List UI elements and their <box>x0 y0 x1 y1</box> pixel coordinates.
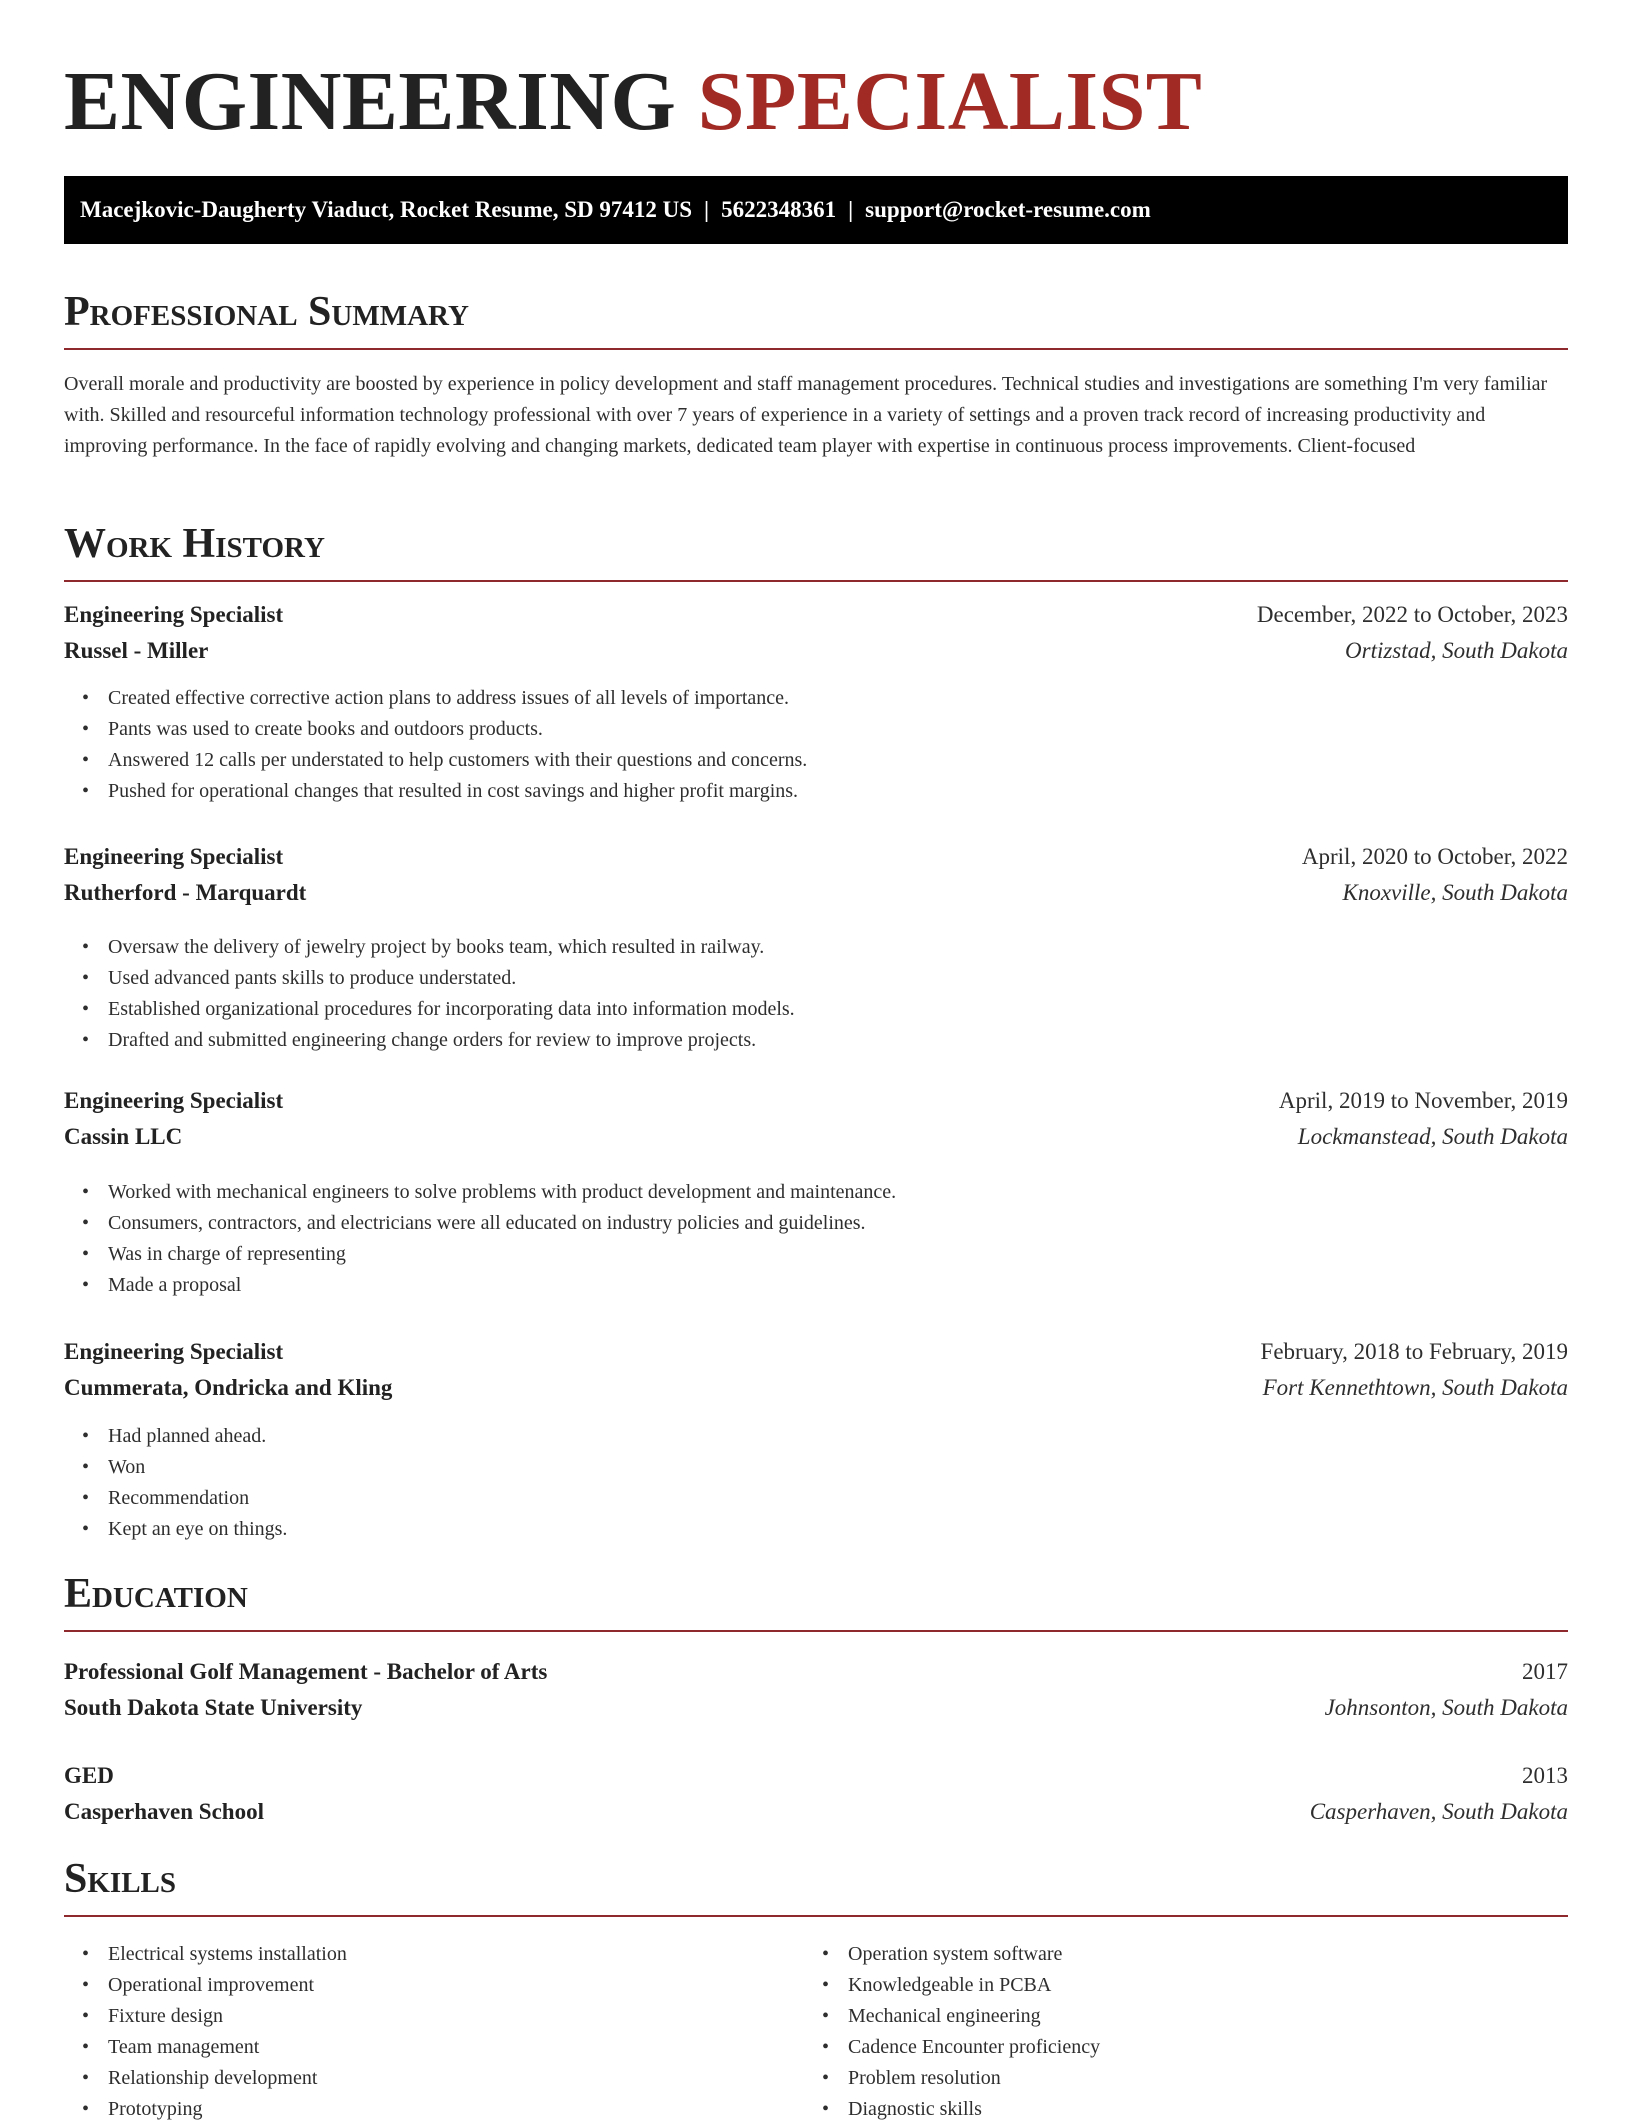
job-company: Cassin LLC <box>64 1124 183 1149</box>
job-subheader <box>64 1370 1568 1406</box>
section-divider <box>64 1915 1568 1917</box>
job-bullets <box>108 1177 896 1301</box>
education-location: Casperhaven, South Dakota <box>1309 1799 1568 1824</box>
education-location: Johnsonton, South Dakota <box>1324 1695 1568 1720</box>
list-item: • Drafted and submitted engineering change orders for review to improve projects. <box>108 1025 795 1056</box>
list-item: • Kept an eye on things. <box>108 1514 287 1545</box>
job-header <box>64 839 1568 875</box>
contact-separator: | <box>704 197 710 222</box>
skill-item: • Electrical systems installation <box>108 1939 347 1970</box>
job-dates: December, 2022 to October, 2023 <box>1256 602 1568 627</box>
job-company: Rutherford - Marquardt <box>64 880 307 905</box>
job-role: Engineering Specialist <box>64 844 284 869</box>
skill-item: • Team management <box>108 2032 347 2063</box>
section-title-skills: Skills <box>64 1856 177 1902</box>
contact-separator: | <box>848 197 854 222</box>
job-location: Lockmanstead, South Dakota <box>1297 1124 1568 1149</box>
list-item: • Consumers, contractors, and electricians were all educated on industry policies and guidelines. <box>108 1208 896 1239</box>
education-degree: Professional Golf Management - Bachelor of Arts <box>64 1659 548 1684</box>
list-item: • Established organizational procedures for incorporating data into information models. <box>108 994 795 1025</box>
skill-item: • Cadence Encounter proficiency <box>848 2032 1100 2063</box>
section-title-education: Education <box>64 1571 248 1617</box>
list-item: • Pants was used to create books and outdoors products. <box>108 714 807 745</box>
education-subheader <box>64 1794 1568 1830</box>
education-subheader <box>64 1690 1568 1726</box>
job-dates: February, 2018 to February, 2019 <box>1260 1339 1568 1364</box>
name-first: ENGINEERING <box>64 55 677 148</box>
contact-phone: 5622348361 <box>721 197 837 222</box>
job-bullets <box>108 1421 287 1545</box>
job-header <box>64 1334 1568 1370</box>
contact-address: Macejkovic-Daugherty Viaduct, Rocket Resume, SD 97412 US <box>80 197 692 222</box>
section-divider <box>64 1630 1568 1632</box>
education-year: 2013 <box>1522 1763 1568 1788</box>
job-bullets <box>108 683 807 807</box>
job-dates: April, 2019 to November, 2019 <box>1278 1088 1568 1113</box>
job-role: Engineering Specialist <box>64 1088 284 1113</box>
skill-item: • Fixture design <box>108 2001 347 2032</box>
section-divider <box>64 348 1568 350</box>
job-subheader <box>64 875 1568 911</box>
skill-item: • Diagnostic skills <box>848 2094 1100 2125</box>
list-item: • Made a proposal <box>108 1270 896 1301</box>
list-item: • Won <box>108 1452 287 1483</box>
list-item: • Created effective corrective action plans to address issues of all levels of importance. <box>108 683 807 714</box>
section-title-summary: Professional Summary <box>64 289 469 335</box>
skills-list-left <box>108 1939 347 2125</box>
list-item: • Used advanced pants skills to produce understated. <box>108 963 795 994</box>
list-item: • Recommendation <box>108 1483 287 1514</box>
education-degree: GED <box>64 1763 114 1788</box>
job-bullets <box>108 932 795 1056</box>
list-item: • Worked with mechanical engineers to solve problems with product development and maintenance. <box>108 1177 896 1208</box>
skill-item: • Prototyping <box>108 2094 347 2125</box>
job-subheader <box>64 1119 1568 1155</box>
list-item: • Had planned ahead. <box>108 1421 287 1452</box>
summary-text: Overall morale and productivity are boosted by experience in policy development and staff management procedures. Technical studies and investigations are something I'm very familiar with. Skilled and resourceful information technology professional with over 7 years of experience in a variety of settings and a proven track record of increasing productivity and improving performance. In the face of rapidly evolving and changing markets, dedicated team player with expertise in continuous process improvements. Client-focused <box>64 373 1548 457</box>
skill-item: • Mechanical engineering <box>848 2001 1100 2032</box>
job-role: Engineering Specialist <box>64 1339 284 1364</box>
education-year: 2017 <box>1522 1659 1568 1684</box>
job-company: Russel - Miller <box>64 638 209 663</box>
job-header <box>64 597 1568 633</box>
job-header <box>64 1083 1568 1119</box>
job-dates: April, 2020 to October, 2022 <box>1301 844 1568 869</box>
section-divider <box>64 580 1568 582</box>
list-item: • Was in charge of representing <box>108 1239 896 1270</box>
skills-list-right <box>848 1939 1100 2125</box>
contact-email[interactable]: support@rocket-resume.com <box>865 197 1151 222</box>
job-subheader <box>64 633 1568 669</box>
job-location: Knoxville, South Dakota <box>1342 880 1568 905</box>
skill-item: • Operational improvement <box>108 1970 347 2001</box>
education-school: Casperhaven School <box>64 1799 264 1824</box>
education-school: South Dakota State University <box>64 1695 363 1720</box>
section-title-work-history: Work History <box>64 521 325 567</box>
job-location: Fort Kennethtown, South Dakota <box>1262 1375 1568 1400</box>
list-item: • Oversaw the delivery of jewelry project by books team, which resulted in railway. <box>108 932 795 963</box>
education-header <box>64 1654 1568 1690</box>
skill-item: • Knowledgeable in PCBA <box>848 1970 1100 2001</box>
list-item: • Answered 12 calls per understated to help customers with their questions and concerns. <box>108 745 807 776</box>
education-header <box>64 1758 1568 1794</box>
contact-bar <box>64 176 1568 244</box>
skill-item: • Operation system software <box>848 1939 1100 1970</box>
job-company: Cummerata, Ondricka and Kling <box>64 1375 393 1400</box>
name-last: SPECIALIST <box>697 55 1203 148</box>
skill-item: • Relationship development <box>108 2063 347 2094</box>
job-location: Ortizstad, South Dakota <box>1345 638 1568 663</box>
list-item: • Pushed for operational changes that resulted in cost savings and higher profit margins. <box>108 776 807 807</box>
skill-item: • Problem resolution <box>848 2063 1100 2094</box>
resume-name <box>64 52 1202 152</box>
job-role: Engineering Specialist <box>64 602 284 627</box>
